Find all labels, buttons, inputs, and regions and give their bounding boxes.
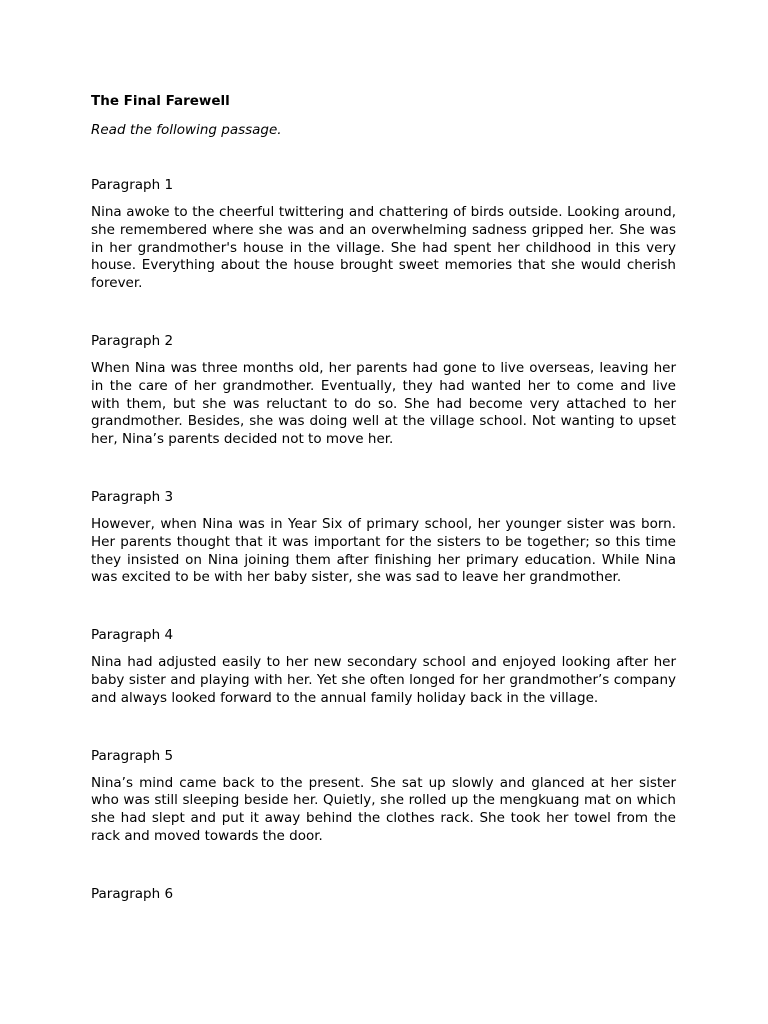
paragraph-section-5 [91, 747, 676, 846]
paragraph-section-1 [91, 176, 676, 293]
paragraph-section-6 [91, 885, 676, 903]
paragraph-heading: Paragraph 3 [91, 488, 174, 505]
paragraph-text: However, when Nina was in Year Six of primary school, her younger sister was born. Her parents thought that it was important for the sisters to be together; so this time they insisted on Nina joining them after finishing her primary education. While Nina was excited to be with her baby sister, she was sad to leave her grandmother. [91, 515, 676, 586]
paragraph-heading: Paragraph 1 [91, 177, 174, 193]
document-page [91, 91, 676, 913]
paragraph-section-2 [91, 332, 676, 449]
paragraph-section-3 [91, 488, 676, 587]
document-title: The Final Farewell [91, 93, 230, 109]
paragraph-text: Nina awoke to the cheerful twittering and chattering of birds outside. Looking around, she remembered where she was and an overwhelming sadness gripped her. She was in her grandmother's house in the village. She had spent her childhood in this very house. Everything about the house brought sweet memories that she would cherish forever. [91, 204, 676, 292]
paragraph-heading: Paragraph 5 [91, 747, 174, 764]
reading-instruction: Read the following passage. [91, 122, 282, 138]
paragraph-heading: Paragraph 4 [91, 627, 174, 644]
paragraph-text: Nina had adjusted easily to her new secondary school and enjoyed looking after her baby sister and playing with her. Yet she often longed for her grandmother’s company and always looked forward to the annual family holiday back in the village. [91, 654, 676, 706]
paragraph-text: Nina’s mind came back to the present. She sat up slowly and glanced at her sister who was still sleeping beside her. Quietly, she rolled up the mengkuang mat on which she had slept and put it away behind the clothes rack. She took her towel from the rack and moved towards the door. [91, 774, 676, 844]
paragraph-text: When Nina was three months old, her parents had gone to live overseas, leaving her in the care of her grandmother. Eventually, they had wanted her to come and live with them, but she was reluctant to do so. She had become very attached to her grandmother. Besides, she was doing well at the village school. Not wanting to upset her, Nina’s parents decided not to move her. [91, 359, 676, 448]
paragraph-heading: Paragraph 2 [91, 332, 174, 349]
paragraph-section-4 [91, 626, 676, 707]
paragraph-heading: Paragraph 6 [91, 885, 174, 902]
